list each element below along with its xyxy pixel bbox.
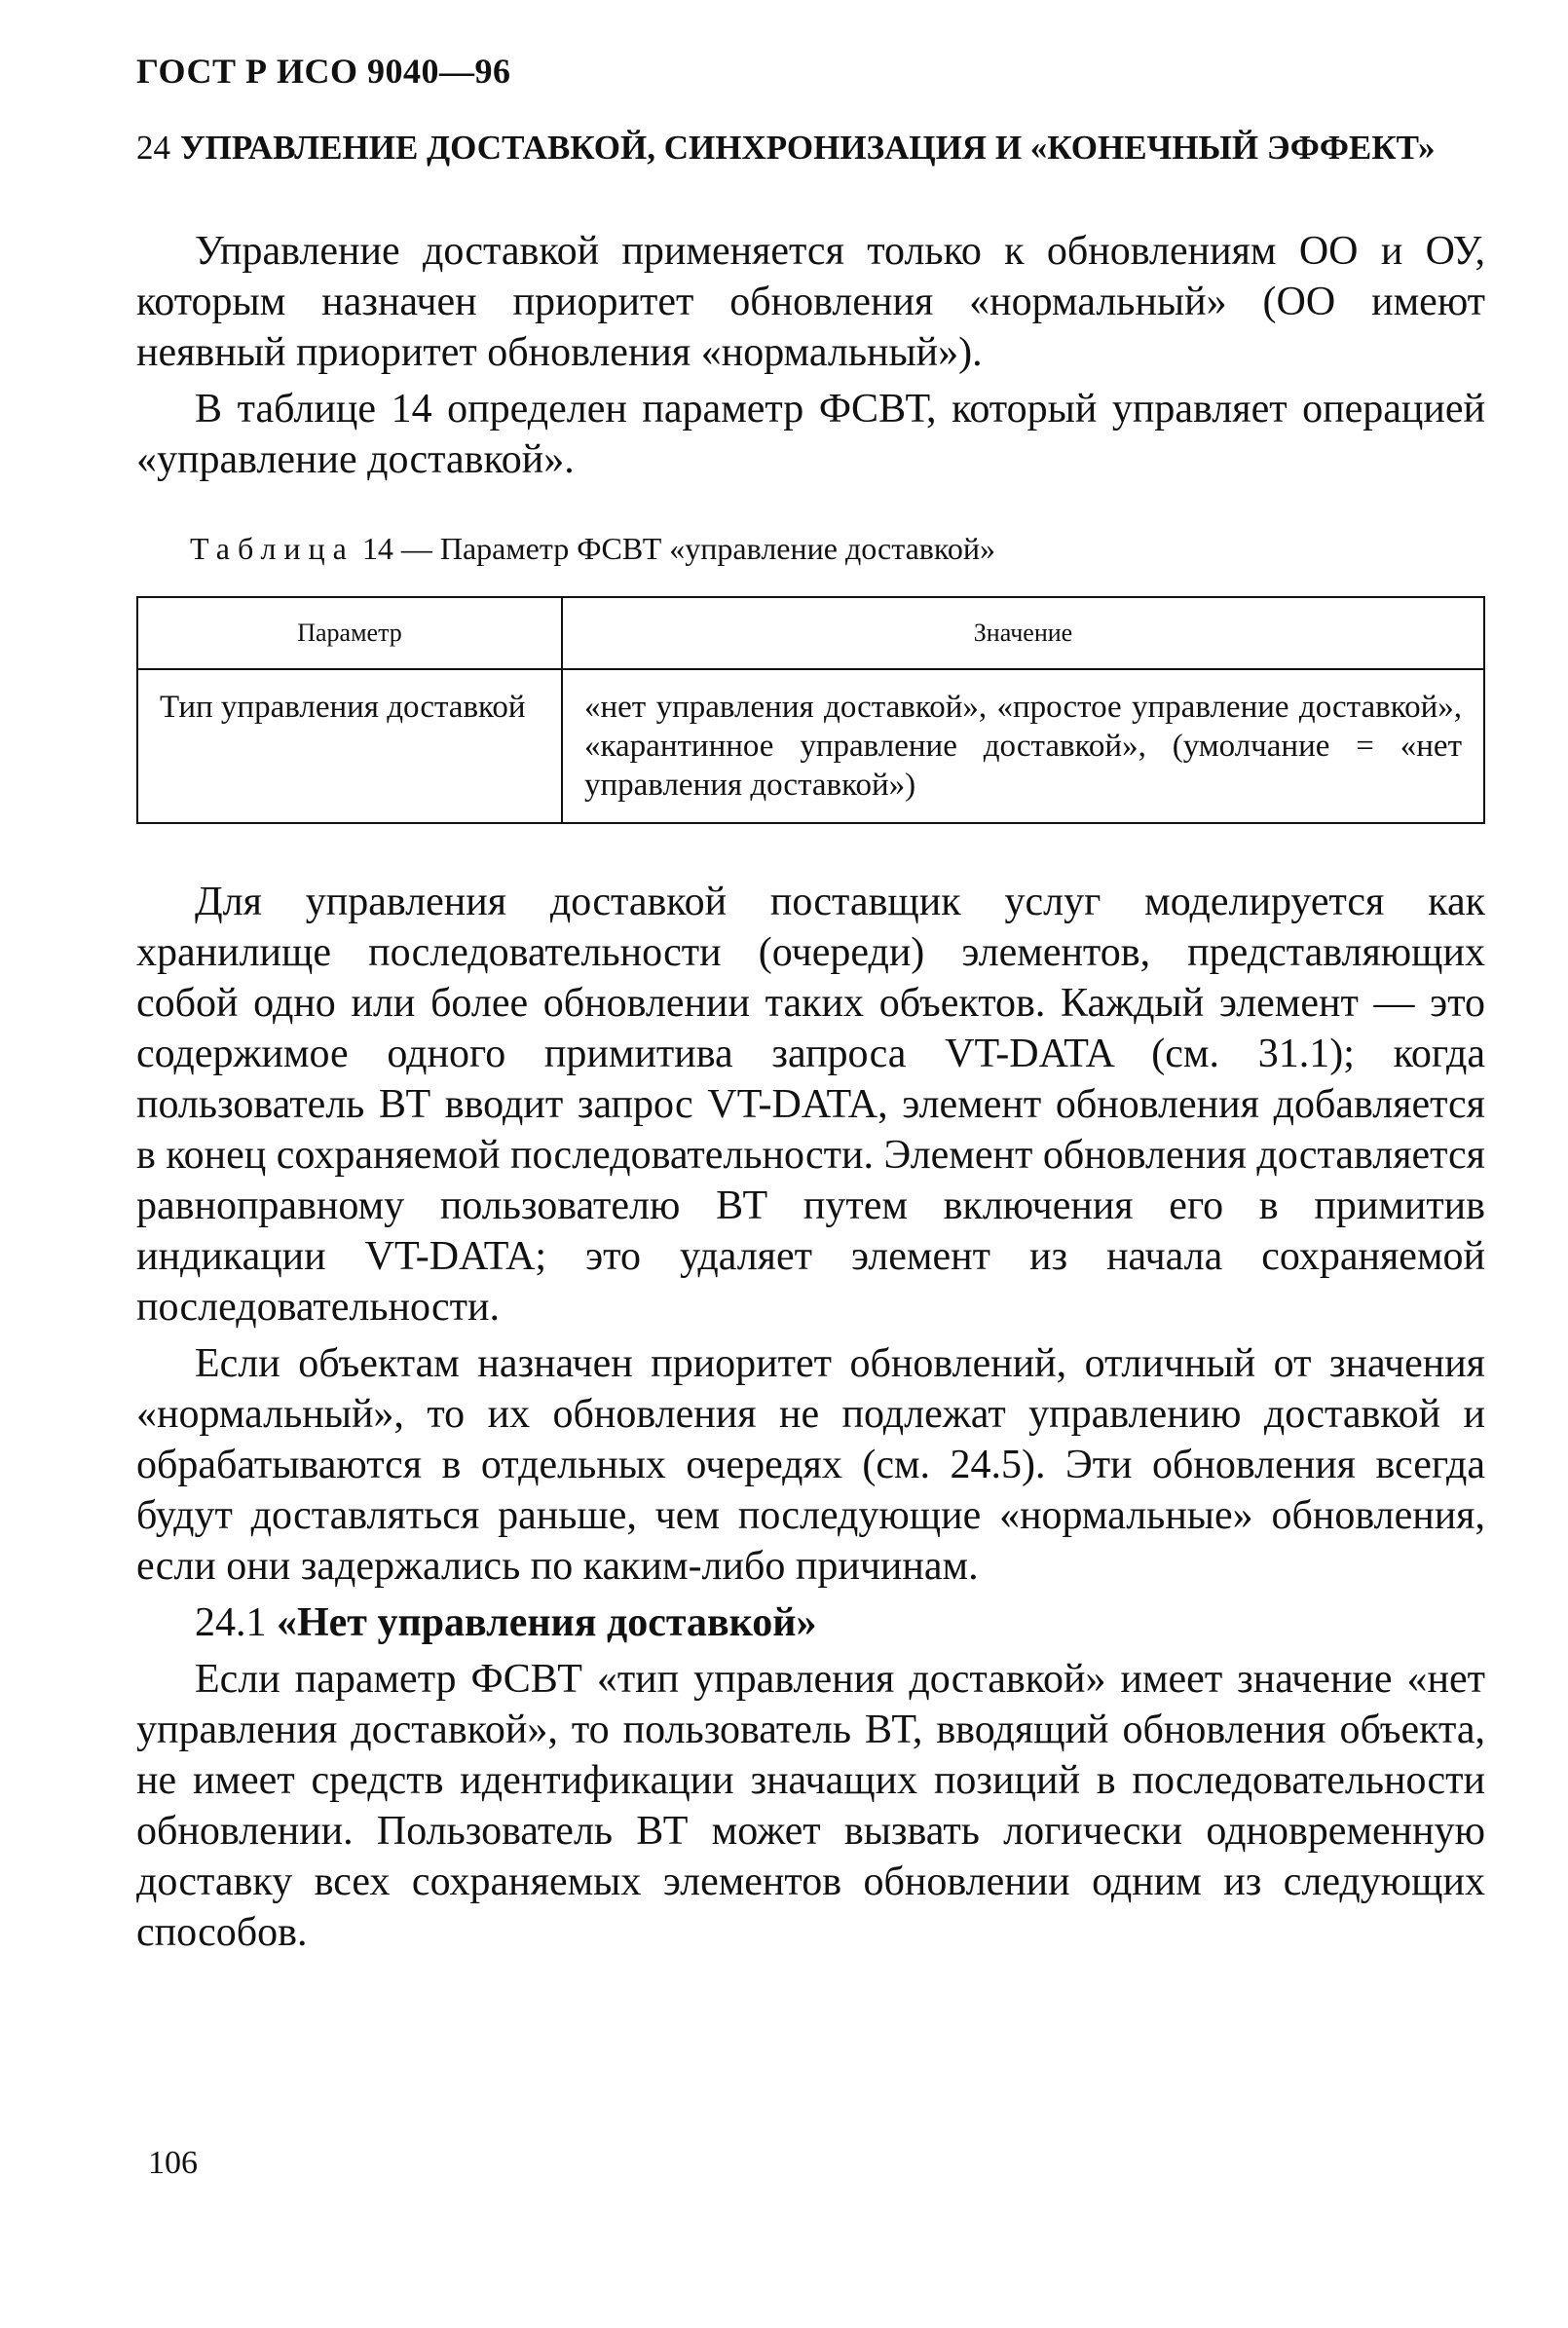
subsection-number: 24.1 — [195, 1600, 267, 1645]
section-heading — [136, 125, 1480, 171]
column-header-value: Значение — [562, 597, 1484, 669]
table-caption-label: Таблица — [190, 531, 355, 566]
table-row — [137, 669, 1484, 823]
standard-header: ГОСТ Р ИСО 9040—96 — [136, 52, 511, 91]
cell-value: «нет управления доставкой», «простое управление доставкой», «карантинное управление доставкой», (умолчание = «нет управления доставкой») — [562, 669, 1484, 823]
page-number: 106 — [148, 2145, 198, 2181]
intro-paragraph-1: Управление доставкой применяется только к обновлениям ОО и ОУ, которым назначен приоритет обновления «нормальный» (ОО имеют неявный приоритет обновления «нормальный»). — [136, 229, 1485, 375]
intro-paragraph-2: В таблице 14 определен параметр ФСВТ, который управляет операцией «управление доставкой». — [136, 387, 1485, 482]
column-header-parameter: Параметр — [137, 597, 562, 669]
body-text — [136, 877, 1485, 1964]
body-paragraph-3: Если параметр ФСВТ «тип управления доставкой» имеет значение «нет управления доставкой», то пользователь ВТ, вводящий обновления объекта, не имеет средств идентификации значащих позиций в последовательности обновлении. Пользователь ВТ может вызвать логически одновременную доставку всех сохраняемых элементов обновлении одним из следующих способов. — [136, 1657, 1485, 1955]
body-paragraph-1: Для управления доставкой поставщик услуг моделируется как хранилище последовательности (очереди) элементов, представляющих собой одно или более обновлении таких объектов. Каждый элемент — это содержимое одного примитива запроса VT-DATA (см. 31.1); когда пользователь ВТ вводит запрос VT-DATA, элемент обновления добавляется в конец сохраняемой последовательности. Элемент обновления доставляется равноправному пользователю ВТ путем включения его в примитив индикации VT-DATA; это удаляет элемент из начала сохраняемой последовательности. — [136, 880, 1485, 1330]
table-header-row — [137, 597, 1484, 669]
table-caption — [190, 531, 995, 567]
section-number: 24 — [136, 129, 170, 167]
intro-text — [136, 226, 1485, 491]
cell-parameter: Тип управления доставкой — [137, 669, 562, 823]
subsection-title: «Нет управления доставкой» — [277, 1600, 817, 1645]
section-title: УПРАВЛЕНИЕ ДОСТАВКОЙ, СИНХРОНИЗАЦИЯ И «КОНЕЧНЫЙ ЭФФЕКТ» — [180, 129, 1436, 167]
subsection-heading — [136, 1597, 1485, 1648]
table-caption-text: 14 — Параметр ФСВТ «управление доставкой» — [361, 531, 995, 566]
body-paragraph-2: Если объектам назначен приоритет обновлений, отличный от значения «нормальный», то их обновления не подлежат управлению доставкой и обрабатываются в отдельных очередях (см. 24.5). Эти обновления всегда будут доставляться раньше, чем последующие «нормальные» обновления, если они задержались по каким-либо причинам. — [136, 1341, 1485, 1589]
parameter-table — [136, 596, 1485, 824]
